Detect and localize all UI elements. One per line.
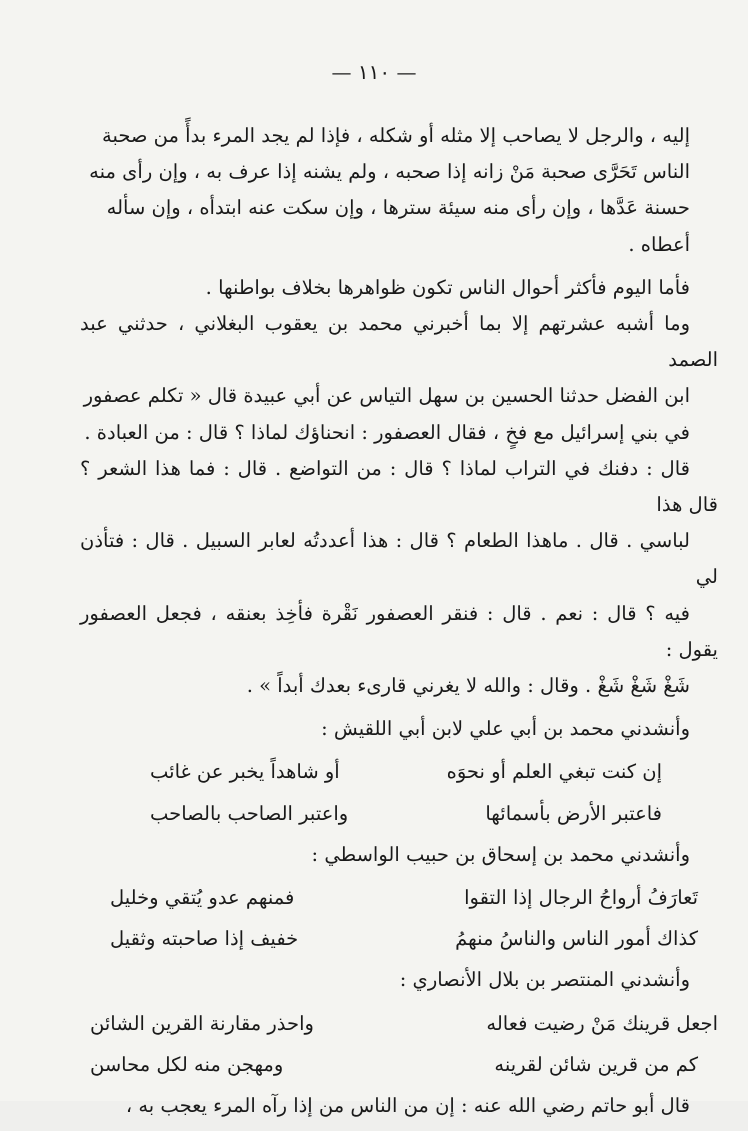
verse-line bbox=[80, 1047, 718, 1083]
page-body bbox=[80, 118, 718, 1131]
paragraph-2 bbox=[80, 270, 718, 704]
hemistich-second: خفيف إذا صاحبته وثقيل bbox=[110, 927, 299, 951]
text-line: لباسي . قال . ماهذا الطعام ؟ قال : هذا أعددتُه لعابر السبيل . قال : فتأذن لي bbox=[80, 529, 718, 589]
paragraph-1 bbox=[80, 118, 718, 263]
text-line: فأما اليوم فأكثر أحوال الناس تكون ظواهرها بخلاف بواطنها . bbox=[205, 275, 690, 299]
text-line: ابن الفضل حدثنا الحسين بن سهل التياس عن أبي عبيدة قال « تكلم عصفور bbox=[83, 384, 690, 408]
verse-intro-2 bbox=[80, 837, 718, 873]
text-line: وأنشدني المنتصر بن بلال الأنصاري : bbox=[399, 968, 690, 992]
hemistich-second: فمنهم عدو يُتقي وخليل bbox=[110, 886, 295, 910]
verse-line bbox=[80, 921, 718, 957]
verse-line bbox=[80, 1006, 718, 1042]
text-line: وأنشدني محمد بن أبي علي لابن أبي اللقيش : bbox=[321, 717, 690, 741]
verse-line bbox=[80, 880, 718, 916]
text-line: شَغْ شَغْ شَغْ . وقال : والله لا يغرني قارىء بعدك أبداً » . bbox=[246, 674, 690, 698]
text-line: حسنة عَدَّها ، وإن رأى منه سيئة سترها ، وإن سكت عنه ابتدأه ، وإن سأله bbox=[106, 196, 690, 220]
hemistich-first: كذاك أمور الناس والناسُ منهمُ bbox=[455, 927, 698, 951]
hemistich-second: ومهجن منه لكل محاسن bbox=[90, 1052, 284, 1076]
text-line: قال : دفنك في التراب لماذا ؟ قال : من التواضع . قال : فما هذا الشعر ؟ قال هذا bbox=[80, 456, 718, 517]
page-number: — ١١٠ — bbox=[331, 60, 417, 84]
hemistich-second: أو شاهداً يخبر عن غائب bbox=[150, 760, 340, 784]
verse-line bbox=[80, 796, 718, 832]
hemistich-first: إن كنت تبغي العلم أو نحوَه bbox=[446, 760, 662, 784]
text-line: الناس تَحَرَّى صحبة مَنْ زانه إذا صحبه ، ولم يشنه إذا عرف به ، وإن رأى منه bbox=[89, 160, 690, 184]
text-line: في بني إسرائيل مع فخٍ ، فقال العصفور : انحناؤك لماذا ؟ قال : من العبادة . bbox=[84, 420, 690, 444]
hemistich-second: واعتبر الصاحب بالصاحب bbox=[150, 801, 349, 825]
hemistich-second: واحذر مقارنة القرين الشائن bbox=[90, 1011, 314, 1035]
text-line: فيه ؟ قال : نعم . قال : فنقر العصفور نَقْرة فأخِذ بعنقه ، فجعل العصفور يقول : bbox=[80, 601, 718, 661]
verse-intro-1 bbox=[80, 711, 718, 747]
text-line: أعطاه . bbox=[628, 232, 690, 256]
verse-line bbox=[80, 754, 718, 790]
text-line: وما أشبه عشرتهم إلا بما أخبرني محمد بن يعقوب البغلاني ، حدثني عبد الصمد bbox=[80, 312, 718, 372]
hemistich-first: كم من قرين شائن لقرينه bbox=[494, 1052, 698, 1076]
text-line: قال أبو حاتم رضي الله عنه : إن من الناس من إذا رآه المرء يعجب به ، bbox=[125, 1094, 690, 1118]
closing-paragraph bbox=[80, 1088, 718, 1124]
hemistich-first: فاعتبر الأرض بأسمائها bbox=[485, 801, 662, 825]
text-line: إليه ، والرجل لا يصاحب إلا مثله أو شكله ، فإذا لم يجد المرء بدأً من صحبة bbox=[102, 124, 690, 147]
verse-intro-3 bbox=[80, 962, 718, 998]
hemistich-first: تَعارَفُ أرواحُ الرجال إذا التقوا bbox=[464, 886, 698, 910]
hemistich-first: اجعل قرينك مَنْ رضيت فعاله bbox=[486, 1011, 718, 1035]
text-line: وأنشدني محمد بن إسحاق بن حبيب الواسطي : bbox=[311, 842, 690, 866]
